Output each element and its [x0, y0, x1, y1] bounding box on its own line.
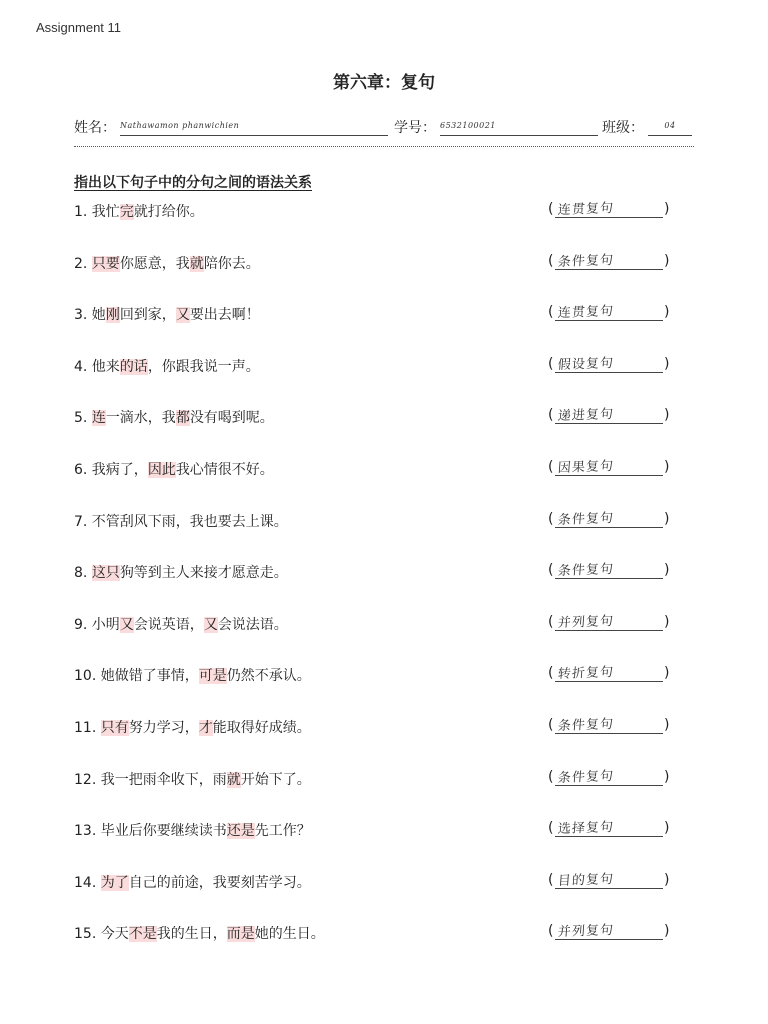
open-paren: (: [548, 665, 554, 681]
close-paren: ): [664, 253, 670, 269]
answer-blank[interactable]: [548, 407, 672, 429]
answer-blank[interactable]: [548, 201, 672, 223]
answer-blank[interactable]: [548, 356, 672, 378]
handwritten-answer: 连贯复句: [557, 304, 615, 321]
sentence-fragment: 开始下了。: [240, 772, 311, 788]
answer-blank[interactable]: [548, 253, 672, 275]
sentence-fragment: 14.: [74, 875, 101, 891]
close-paren: ): [664, 459, 670, 475]
question-row: [74, 769, 694, 791]
question-text: [74, 820, 311, 840]
page-title: 第六章：复句: [333, 73, 435, 93]
name-field[interactable]: Nathawamon phanwichien: [120, 121, 388, 136]
answer-blank[interactable]: [548, 717, 672, 739]
question-text: [74, 717, 311, 737]
close-paren: ): [664, 717, 670, 733]
question-row: [74, 356, 694, 378]
highlighted-conjunction: 的话: [119, 359, 148, 375]
open-paren: (: [548, 614, 554, 630]
sentence-fragment: 5.: [74, 410, 92, 426]
open-paren: (: [548, 717, 554, 733]
highlighted-conjunction: 就: [189, 256, 204, 272]
answer-blank[interactable]: [548, 459, 672, 481]
sentence-fragment: 会说英语，: [133, 617, 204, 633]
close-paren: ): [664, 511, 670, 527]
answer-blank[interactable]: [548, 562, 672, 584]
sentence-fragment: 8.: [74, 565, 92, 581]
student-info-row: [74, 117, 694, 139]
sentence-fragment: 要出去啊！: [189, 307, 260, 323]
close-paren: ): [664, 872, 670, 888]
sentence-fragment: 我的生日，: [156, 926, 227, 942]
question-row: [74, 872, 694, 894]
sentence-fragment: 11.: [74, 720, 101, 736]
answer-blank[interactable]: [548, 820, 672, 842]
question-text: [74, 304, 260, 324]
question-row: [74, 665, 694, 687]
handwritten-answer: 假设复句: [557, 356, 615, 373]
highlighted-conjunction: 不是: [128, 926, 157, 942]
open-paren: (: [548, 562, 554, 578]
close-paren: ): [664, 820, 670, 836]
sentence-fragment: 先工作？: [254, 823, 311, 839]
answer-blank[interactable]: [548, 304, 672, 326]
highlighted-conjunction: 而是: [226, 926, 255, 942]
question-text: [74, 407, 274, 427]
sentence-fragment: 2.: [74, 256, 92, 272]
highlighted-conjunction: 才: [198, 720, 213, 736]
handwritten-answer: 条件复句: [557, 562, 615, 579]
question-text: [74, 511, 288, 531]
question-text: [74, 872, 311, 892]
question-row: [74, 614, 694, 636]
close-paren: ): [664, 562, 670, 578]
sentence-fragment: 你愿意，我: [119, 256, 190, 272]
highlighted-conjunction: 因此: [147, 462, 176, 478]
open-paren: (: [548, 201, 554, 217]
question-text: [74, 356, 260, 376]
handwritten-answer: 并列复句: [557, 923, 615, 940]
handwritten-answer: 连贯复句: [557, 201, 615, 218]
highlighted-conjunction: 还是: [226, 823, 255, 839]
close-paren: ): [664, 769, 670, 785]
answer-blank[interactable]: [548, 665, 672, 687]
sentence-fragment: 10. 她做错了事情，: [74, 668, 199, 684]
handwritten-answer: 递进复句: [557, 407, 615, 424]
highlighted-conjunction: 都: [175, 410, 190, 426]
question-row: [74, 511, 694, 533]
highlighted-conjunction: 又: [175, 307, 190, 323]
student-id-field[interactable]: 6532100021: [440, 121, 598, 136]
close-paren: ): [664, 356, 670, 372]
question-row: [74, 923, 694, 945]
open-paren: (: [548, 511, 554, 527]
handwritten-answer: 转折复句: [557, 665, 615, 682]
highlighted-conjunction: 又: [203, 617, 218, 633]
name-label: 姓名：: [74, 120, 116, 136]
question-row: [74, 562, 694, 584]
answer-blank[interactable]: [548, 923, 672, 945]
handwritten-answer: 选择复句: [557, 820, 615, 837]
question-row: [74, 201, 694, 223]
handwritten-answer: 条件复句: [557, 717, 615, 734]
highlighted-conjunction: 连: [91, 410, 106, 426]
close-paren: ): [664, 923, 670, 939]
answer-blank[interactable]: [548, 614, 672, 636]
question-text: [74, 665, 311, 685]
highlighted-conjunction: 刚: [105, 307, 120, 323]
question-text: [74, 769, 311, 789]
close-paren: ): [664, 407, 670, 423]
student-id-label: 学号：: [394, 120, 436, 136]
highlighted-conjunction: 完: [119, 204, 134, 220]
open-paren: (: [548, 872, 554, 888]
sentence-fragment: 会说法语。: [217, 617, 288, 633]
handwritten-answer: 目的复句: [557, 872, 615, 889]
question-text: [74, 614, 288, 634]
open-paren: (: [548, 923, 554, 939]
answer-blank[interactable]: [548, 872, 672, 894]
sentence-fragment: 15. 今天: [74, 926, 129, 942]
sentence-fragment: 13. 毕业后你要继续读书: [74, 823, 227, 839]
question-text: [74, 459, 274, 479]
sentence-fragment: 仍然不承认。: [226, 668, 311, 684]
instruction-heading: 指出以下句子中的分句之间的语法关系: [74, 175, 312, 191]
sentence-fragment: 6. 我病了，: [74, 462, 148, 478]
handwritten-answer: 条件复句: [557, 253, 615, 270]
open-paren: (: [548, 459, 554, 475]
close-paren: ): [664, 201, 670, 217]
highlighted-conjunction: 这只: [91, 565, 120, 581]
close-paren: ): [664, 304, 670, 320]
sentence-fragment: 就打给你。: [133, 204, 204, 220]
question-text: [74, 253, 260, 273]
sentence-fragment: 能取得好成绩。: [212, 720, 311, 736]
handwritten-answer: 并列复句: [557, 614, 615, 631]
highlighted-conjunction: 就: [226, 772, 241, 788]
highlighted-conjunction: 又: [119, 617, 134, 633]
sentence-fragment: 3. 她: [74, 307, 106, 323]
dotted-divider: [74, 146, 694, 147]
open-paren: (: [548, 769, 554, 785]
sentence-fragment: 我心情很不好。: [175, 462, 274, 478]
sentence-fragment: 回到家，: [119, 307, 176, 323]
highlighted-conjunction: 为了: [100, 875, 129, 891]
question-row: [74, 304, 694, 326]
open-paren: (: [548, 356, 554, 372]
sentence-fragment: 狗等到主人来接才愿意走。: [119, 565, 288, 581]
close-paren: ): [664, 614, 670, 630]
question-text: [74, 201, 204, 221]
close-paren: ): [664, 665, 670, 681]
highlighted-conjunction: 只要: [91, 256, 120, 272]
open-paren: (: [548, 253, 554, 269]
highlighted-conjunction: 只有: [100, 720, 129, 736]
question-row: [74, 459, 694, 481]
question-row: [74, 407, 694, 429]
answer-blank[interactable]: [548, 511, 672, 533]
sentence-fragment: 9. 小明: [74, 617, 120, 633]
question-text: [74, 562, 288, 582]
sentence-fragment: 4. 他来: [74, 359, 120, 375]
open-paren: (: [548, 820, 554, 836]
class-field[interactable]: 04: [648, 121, 692, 136]
open-paren: (: [548, 407, 554, 423]
question-row: [74, 253, 694, 275]
question-row: [74, 717, 694, 739]
answer-blank[interactable]: [548, 769, 672, 791]
handwritten-answer: 条件复句: [557, 511, 615, 528]
sentence-fragment: 12. 我一把雨伞收下，雨: [74, 772, 227, 788]
handwritten-answer: 因果复句: [557, 459, 615, 476]
question-row: [74, 820, 694, 842]
assignment-label: Assignment 11: [36, 20, 122, 35]
sentence-fragment: 她的生日。: [254, 926, 325, 942]
highlighted-conjunction: 可是: [198, 668, 227, 684]
sentence-fragment: 自己的前途，我要刻苦学习。: [128, 875, 311, 891]
handwritten-answer: 条件复句: [557, 769, 615, 786]
sentence-fragment: 陪你去。: [203, 256, 260, 272]
sentence-fragment: 1. 我忙: [74, 204, 120, 220]
sentence-fragment: 没有喝到呢。: [189, 410, 274, 426]
sentence-fragment: ，你跟我说一声。: [147, 359, 260, 375]
sentence-fragment: 一滴水，我: [105, 410, 176, 426]
sentence-fragment: 7. 不管刮风下雨，我也要去上课。: [74, 514, 288, 530]
class-label: 班级：: [602, 120, 644, 136]
question-text: [74, 923, 325, 943]
open-paren: (: [548, 304, 554, 320]
sentence-fragment: 努力学习，: [128, 720, 199, 736]
